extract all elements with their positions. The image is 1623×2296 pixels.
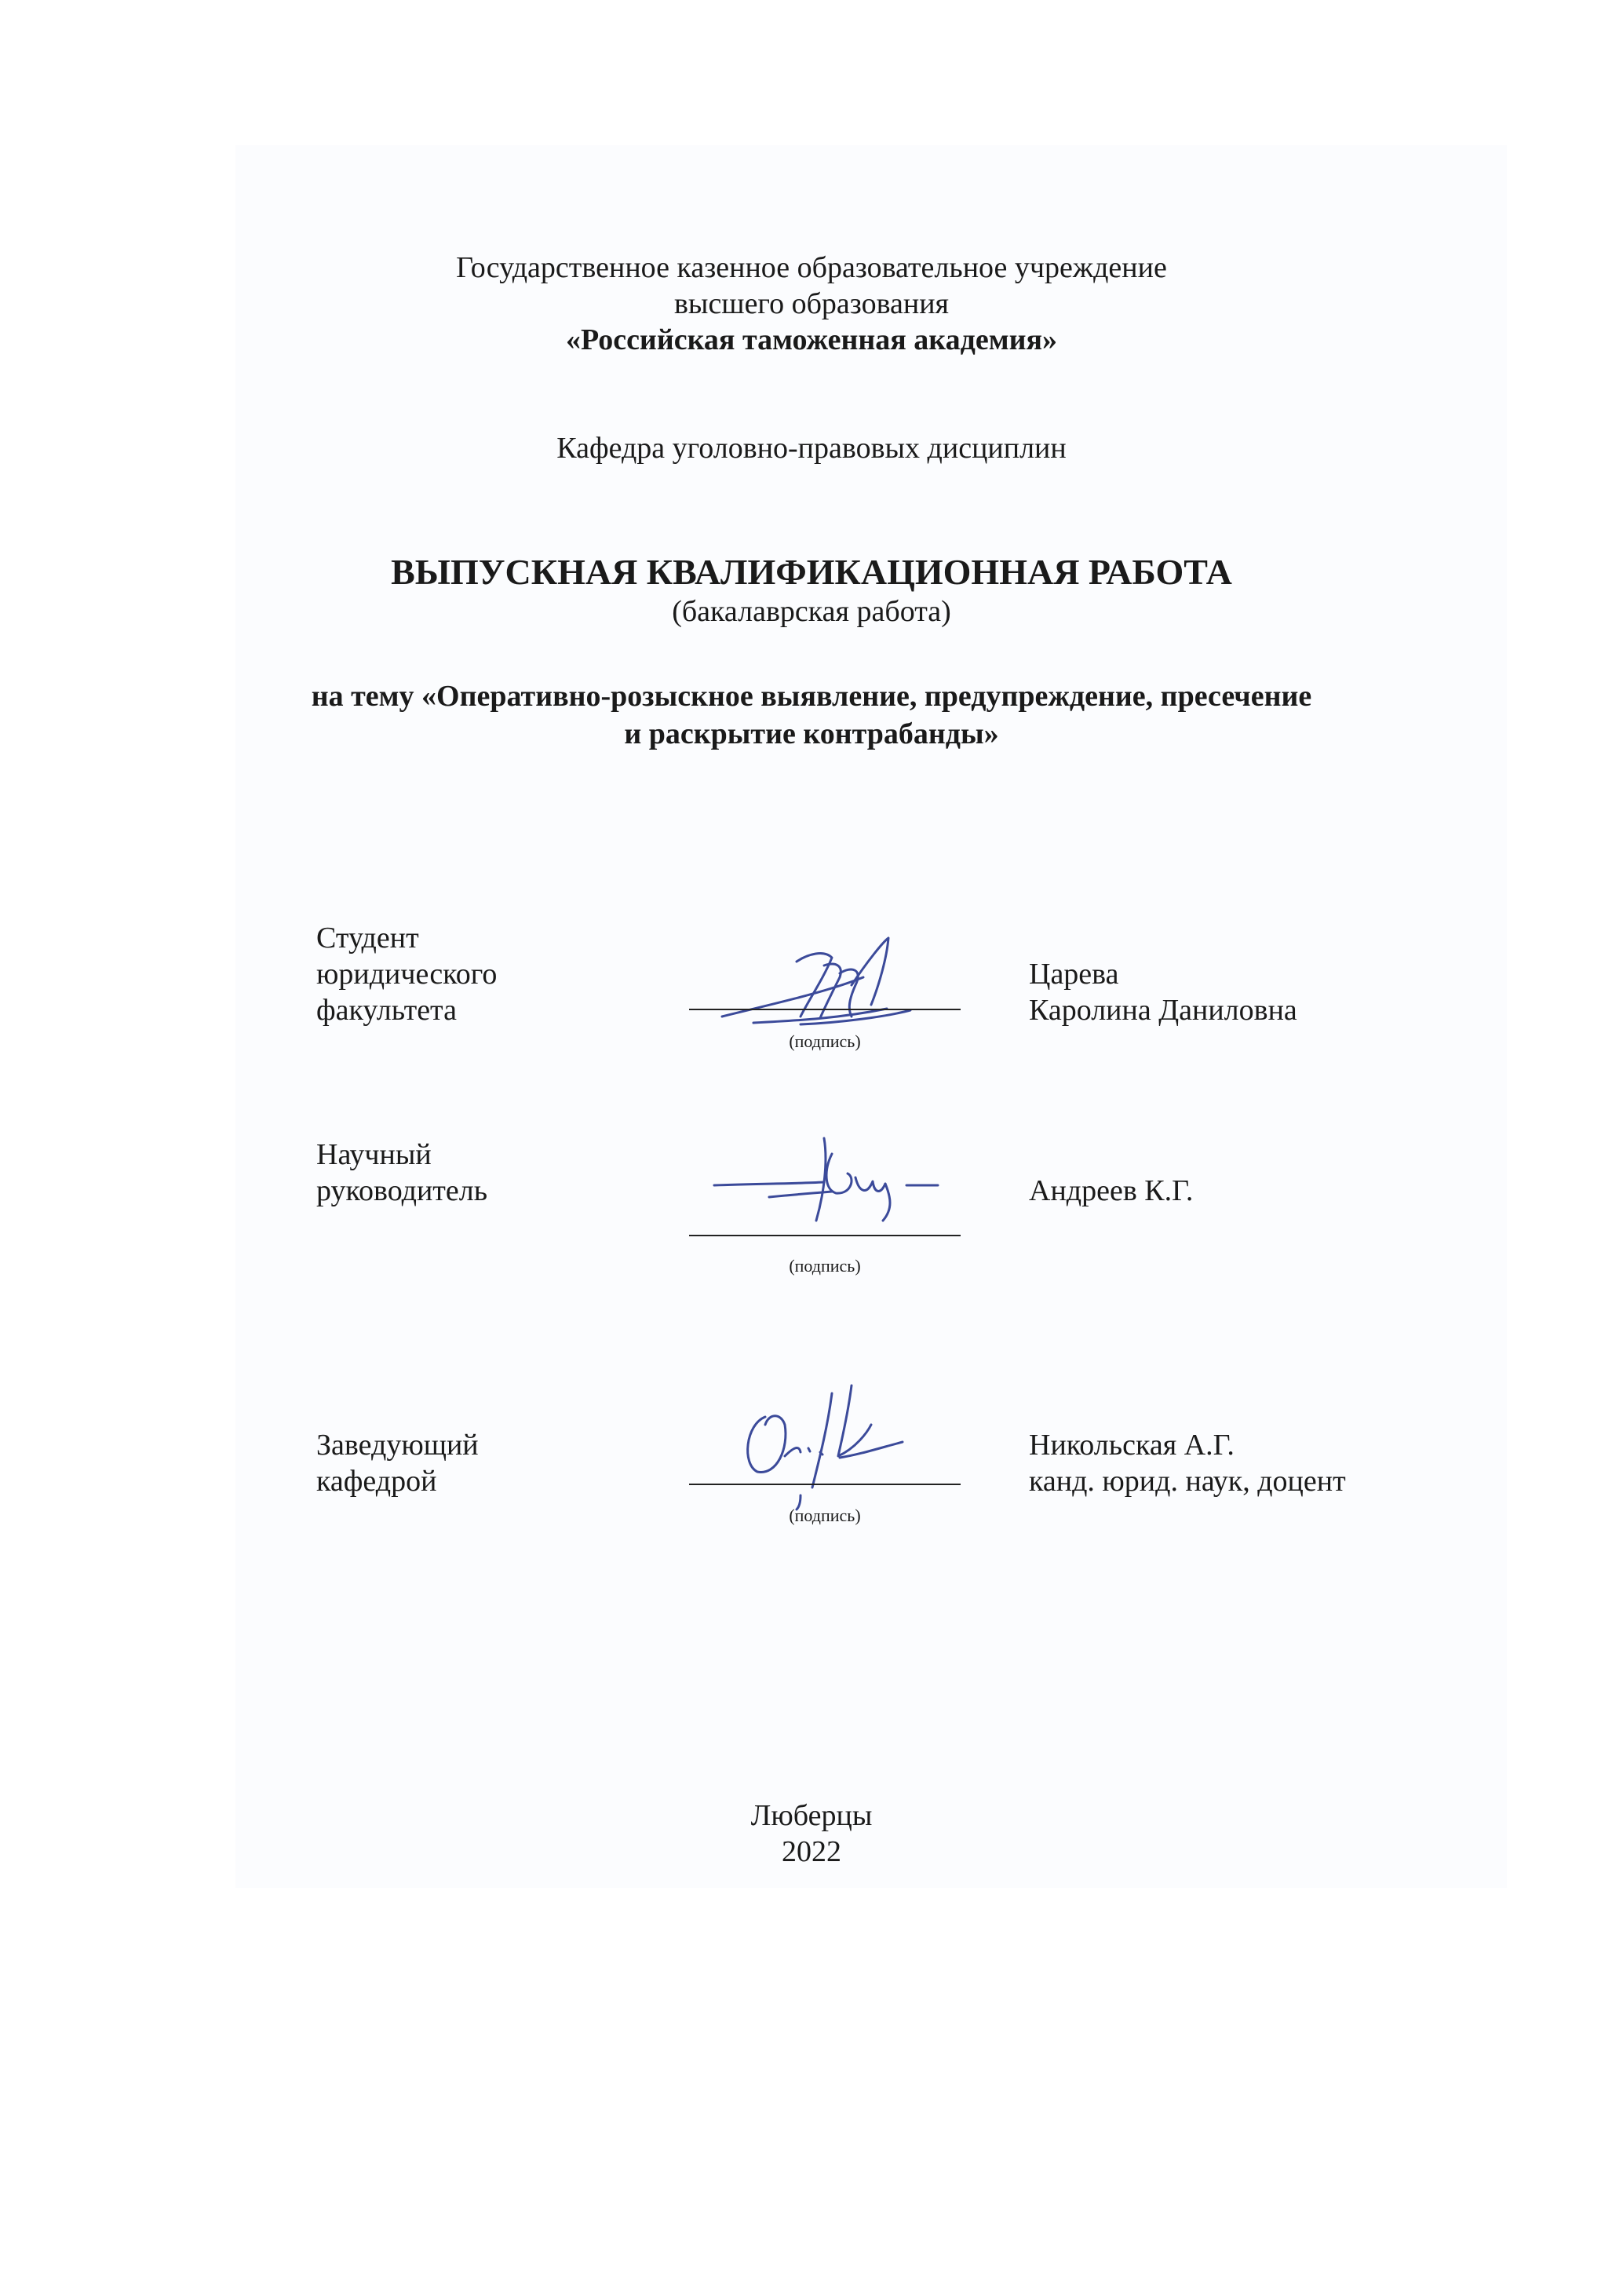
student-role-line-1: Студент [316,922,419,955]
supervisor-signature-line [689,1235,961,1236]
handwritten-signature-icon [722,1370,957,1511]
handwritten-signature-icon [706,1122,965,1232]
institution-line-1: Государственное казенное образовательное учреждение [456,251,1167,284]
work-title: ВЫПУСКНАЯ КВАЛИФИКАЦИОННАЯ РАБОТА [391,552,1232,592]
student-role-line-3: факультета [316,994,457,1027]
head-role-line-1: Заведующий [316,1429,479,1462]
head-name-line-2: канд. юрид. наук, доцент [1029,1465,1346,1498]
supervisor-role-line-1: Научный [316,1138,432,1171]
work-theme-line-1: на тему «Оперативно-розыскное выявление, предупреждение, пресечение [311,680,1312,713]
head-name-line-1: Никольская А.Г. [1029,1429,1235,1462]
supervisor-name: Андреев К.Г. [1029,1174,1194,1207]
year: 2022 [782,1835,841,1868]
student-name-line-1: Царева [1029,958,1119,991]
work-subtitle: (бакалаврская работа) [672,595,951,628]
student-name-line-2: Каролина Даниловна [1029,994,1297,1027]
student-role-line-2: юридического [316,958,498,991]
department-name: Кафедра уголовно-правовых дисциплин [556,432,1067,465]
supervisor-role-line-2: руководитель [316,1174,488,1207]
student-signature-line [689,1009,961,1010]
handwritten-signature-icon [706,930,965,1032]
work-theme-line-2: и раскрытие контрабанды» [624,717,999,750]
institution-name: «Российская таможенная академия» [565,323,1058,356]
head-role-line-2: кафедрой [316,1465,437,1498]
supervisor-signature-caption: (подпись) [789,1256,861,1276]
head-signature-caption: (подпись) [789,1506,861,1525]
student-signature-caption: (подпись) [789,1031,861,1051]
city: Люберцы [750,1799,873,1832]
institution-line-2: высшего образования [673,287,950,320]
head-signature-line [689,1484,961,1485]
